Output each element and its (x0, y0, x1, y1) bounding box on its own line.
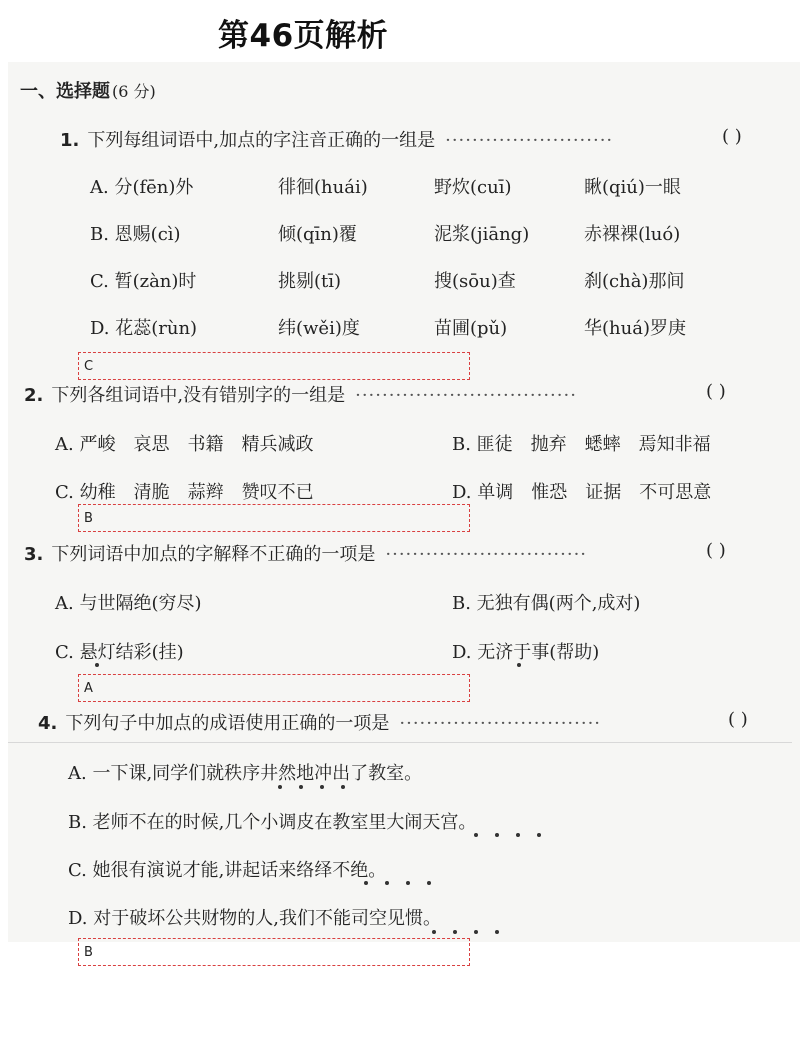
q1-option: 华(huá)罗庚 (584, 318, 686, 339)
emphasis-dots (95, 663, 99, 667)
leader-dots: ························· (445, 130, 614, 151)
q1-option: 刹(chà)那间 (584, 271, 685, 292)
answer-paren: ( ) (706, 381, 726, 402)
emphasis-dots (517, 663, 521, 667)
q1-option: 徘徊(huái) (278, 177, 368, 198)
q1-option: 瞅(qiú)一眼 (584, 177, 681, 198)
emphasis-dot (364, 881, 368, 885)
section-heading (20, 77, 156, 103)
emphasis-dot (495, 833, 499, 837)
emphasis-dot (432, 930, 436, 934)
answer-box: C (78, 352, 470, 380)
emphasis-dot (537, 833, 541, 837)
page-title: 第46页解析 (218, 18, 389, 54)
question-text: 下列词语中加点的字解释不正确的一项是 (51, 544, 376, 565)
q1-option: 苗圃(pǔ) (434, 318, 508, 339)
q1-option: 倾(qīn)覆 (278, 224, 357, 245)
q1-option: B. 恩赐(cì) (90, 224, 181, 245)
q3-option: B. 无独有偶(两个,成对) (452, 593, 641, 614)
emphasis-dot (427, 881, 431, 885)
answer-box: B (78, 504, 470, 532)
emphasis-dot (474, 930, 478, 934)
q3-option: D. 无济于事(帮助) (452, 642, 600, 663)
q1-option: C. 暂(zàn)时 (90, 271, 197, 292)
emphasis-dot (320, 785, 324, 789)
q4-option: D. 对于破坏公共财物的人,我们不能司空见惯。 (68, 908, 441, 929)
q1-option: 搜(sōu)查 (434, 271, 516, 292)
question-4 (38, 709, 601, 735)
question-number: 4. (38, 713, 58, 734)
q4-option: A. 一下课,同学们就秩序井然地冲出了教室。 (68, 763, 423, 784)
emphasis-dot (278, 785, 282, 789)
question-number: 2. (24, 385, 44, 406)
emphasis-dot (341, 785, 345, 789)
answer-box: A (78, 674, 470, 702)
emphasis-dot (95, 663, 99, 667)
question-1 (60, 126, 613, 152)
q2-option: C. 幼稚 清脆 蒜辫 赞叹不已 (55, 482, 314, 503)
question-text: 下列句子中加点的成语使用正确的一项是 (65, 713, 390, 734)
q2-option: D. 单调 惟恐 证据 不可思意 (452, 482, 712, 503)
emphasis-dots (432, 930, 499, 934)
q1-option: 纬(wěi)度 (278, 318, 360, 339)
q3-option: A. 与世隔绝(穷尽) (55, 593, 202, 614)
divider (8, 742, 792, 743)
leader-dots: ································· (355, 385, 577, 406)
q1-option: D. 花蕊(rùn) (90, 318, 198, 339)
question-2 (24, 381, 577, 407)
q1-option: 泥浆(jiāng) (434, 224, 530, 245)
section-label: 一、选择题 (20, 81, 110, 102)
leader-dots: ······························ (399, 713, 602, 734)
answer-paren: ( ) (728, 709, 748, 730)
emphasis-dot (517, 663, 521, 667)
section-points: (6 分) (112, 82, 156, 101)
emphasis-dots (278, 785, 345, 789)
q2-option: A. 严峻 哀思 书籍 精兵减政 (55, 434, 314, 455)
emphasis-dot (299, 785, 303, 789)
q1-option: 赤裸裸(luó) (584, 224, 681, 245)
question-number: 3. (24, 544, 44, 565)
q2-option: B. 匪徒 抛弃 蟋蟀 焉知非福 (452, 434, 711, 455)
q1-option: 挑剔(tī) (278, 271, 342, 292)
q4-option: C. 她很有演说才能,讲起话来络绎不绝。 (68, 860, 387, 881)
question-number: 1. (60, 130, 80, 151)
emphasis-dots (364, 881, 431, 885)
q1-option: A. 分(fēn)外 (90, 177, 194, 198)
question-text: 下列每组词语中,加点的字注音正确的一组是 (87, 130, 436, 151)
q1-option: 野炊(cuī) (434, 177, 512, 198)
emphasis-dot (516, 833, 520, 837)
emphasis-dots (474, 833, 541, 837)
question-text: 下列各组词语中,没有错别字的一组是 (51, 385, 346, 406)
answer-paren: ( ) (706, 540, 726, 561)
answer-box: B (78, 938, 470, 966)
emphasis-dot (474, 833, 478, 837)
emphasis-dot (385, 881, 389, 885)
q4-option: B. 老师不在的时候,几个小调皮在教室里大闹天宫。 (68, 812, 477, 833)
leader-dots: ······························ (385, 544, 588, 565)
emphasis-dot (495, 930, 499, 934)
q3-option: C. 悬灯结彩(挂) (55, 642, 184, 663)
emphasis-dot (406, 881, 410, 885)
answer-paren: ( ) (722, 126, 742, 147)
emphasis-dot (453, 930, 457, 934)
question-3 (24, 540, 587, 566)
